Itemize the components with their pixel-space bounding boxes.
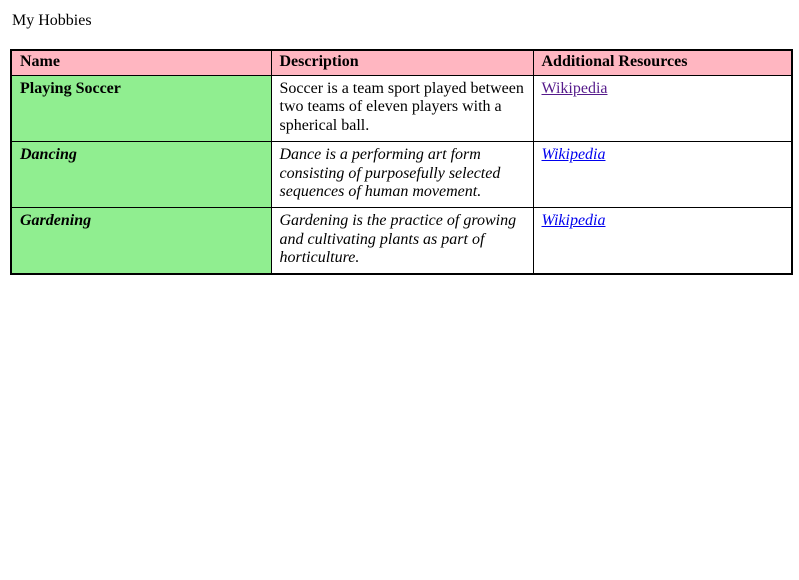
table-row	[11, 208, 792, 275]
header-name: Name	[11, 50, 271, 75]
wikipedia-link[interactable]: Wikipedia	[541, 212, 606, 230]
table-row	[11, 141, 792, 207]
header-description: Description	[271, 50, 533, 75]
page-title: My Hobbies	[12, 12, 92, 29]
hobby-name: Gardening	[11, 208, 271, 275]
hobbies-table	[10, 49, 793, 275]
hobby-description: Dance is a performing art form consisting of purposefully selected sequences of human movement.	[271, 141, 533, 207]
table-header-row	[11, 50, 792, 75]
hobby-name: Playing Soccer	[11, 75, 271, 141]
hobby-resources	[533, 208, 792, 275]
hobby-description: Soccer is a team sport played between two teams of eleven players with a spherical ball.	[271, 75, 533, 141]
wikipedia-link[interactable]: Wikipedia	[541, 79, 608, 97]
hobby-resources	[533, 75, 792, 141]
table-row	[11, 75, 792, 141]
hobby-description: Gardening is the practice of growing and cultivating plants as part of horticulture.	[271, 208, 533, 275]
hobby-resources	[533, 141, 792, 207]
header-additional-resources: Additional Resources	[533, 50, 792, 75]
hobby-name: Dancing	[11, 141, 271, 207]
wikipedia-link[interactable]: Wikipedia	[541, 145, 606, 163]
